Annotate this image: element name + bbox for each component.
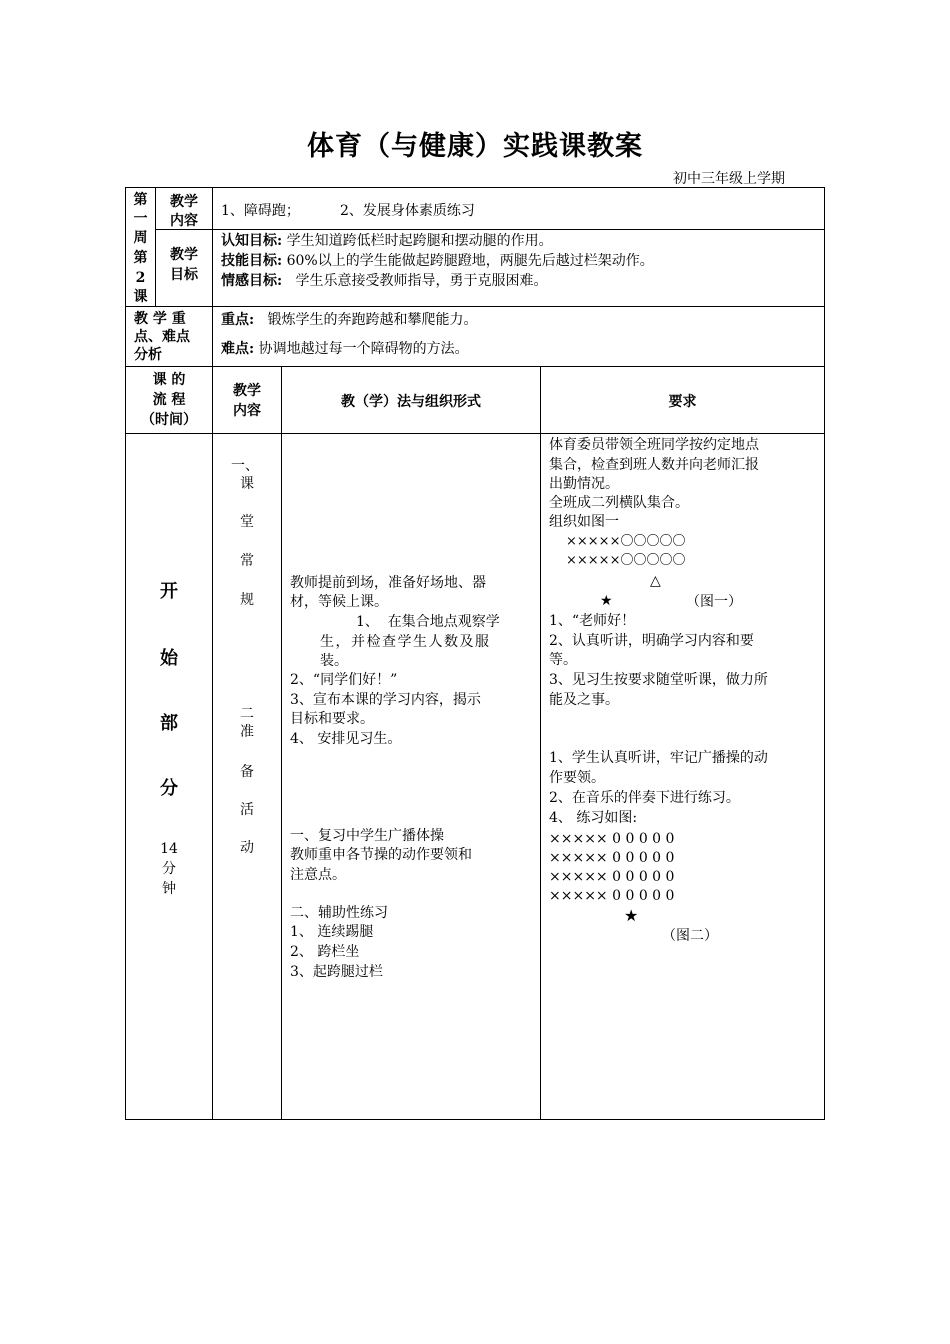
section-minutes-unit: 分 — [162, 861, 176, 877]
star-icon: ★ — [624, 906, 639, 925]
method-line: 1、 在集合地点观察学 — [356, 614, 500, 630]
teaching-content-label-1: 教学 — [170, 194, 198, 210]
part1-char: 课 — [240, 476, 254, 492]
difficult-point-label: 难点: — [221, 341, 255, 357]
practice-row: ××××× 0 0 0 0 0 — [549, 850, 675, 866]
flow-header-2: 流 程 — [152, 392, 186, 408]
method-line: 注意点。 — [290, 867, 346, 883]
method-line: 2、“同学们好！” — [290, 672, 398, 688]
week-char: 一 — [133, 211, 148, 227]
content-item-2: 2、发展身体素质练习 — [340, 203, 475, 219]
cognitive-goal — [221, 231, 553, 251]
section-char: 分 — [160, 778, 178, 799]
week-char: 课 — [133, 289, 148, 305]
part2-char: 动 — [240, 840, 254, 856]
section-char: 始 — [160, 648, 178, 669]
part1-char: 规 — [240, 592, 254, 608]
content-header-1: 教学 — [233, 383, 261, 399]
requirement-line: 作要领。 — [549, 770, 605, 786]
method-line: 教师重申各节操的动作要领和 — [290, 847, 472, 863]
requirement-line: 4、 练习如图: — [549, 810, 638, 826]
part1-char: 常 — [240, 553, 254, 569]
method-line: 目标和要求。 — [290, 711, 374, 727]
requirement-line: 出勤情况。 — [549, 476, 619, 492]
method-line: 3、宣布本课的学习内容，揭示 — [290, 692, 481, 708]
key-point — [221, 310, 478, 330]
part2-char: 备 — [240, 764, 254, 780]
teaching-goals-label-1: 教学 — [170, 247, 198, 263]
method-line: 一、复习中学生广播体操 — [290, 828, 444, 844]
content-item-1: 1、障碍跑； — [221, 203, 300, 219]
method-line: 材，等候上课。 — [290, 594, 388, 610]
requirement-line: 体育委员带领全班同学按约定地点 — [549, 437, 759, 453]
page-title: 体育（与健康）实践课教案 — [307, 131, 643, 162]
formation-row: ×××××〇〇〇〇〇 — [566, 534, 686, 549]
week-char: 周 — [133, 230, 148, 246]
figure-2-caption: （图二） — [662, 928, 718, 944]
requirement-header: 要求 — [668, 394, 697, 410]
method-line: 二、辅助性练习 — [290, 905, 388, 921]
key-points-label-2: 点、难点 — [134, 329, 190, 345]
part1-char: 堂 — [240, 514, 254, 530]
key-point-text: 锻炼学生的奔跑跨越和攀爬能力。 — [254, 312, 478, 328]
figure-1-caption: （图一） — [686, 594, 742, 610]
section-char: 开 — [160, 581, 178, 602]
practice-row: ××××× 0 0 0 0 0 — [549, 888, 675, 904]
week-char: 2 — [135, 270, 146, 286]
method-line: 1、 连续踢腿 — [290, 924, 374, 940]
key-points-label-1: 教 学 重 — [134, 311, 186, 327]
requirement-line: 2、在音乐的伴奏下进行练习。 — [549, 790, 740, 806]
requirement-line: 3、见习生按要求随堂听课，做力所 — [549, 672, 768, 688]
practice-row: ××××× 0 0 0 0 0 — [549, 869, 675, 885]
requirement-line: 1、学生认真听讲，牢记广播操的动 — [549, 750, 768, 766]
star-icon: ★ — [600, 593, 613, 609]
requirement-line: 2、认真听讲，明确学习内容和要 — [549, 633, 754, 649]
part2-char: 活 — [240, 802, 254, 818]
affective-goal-text: 学生乐意接受教师指导，勇于克服困难。 — [282, 273, 548, 289]
skill-goal-text: 60%以上的学生能做起跨腿蹬地，两腿先后越过栏架动作。 — [282, 253, 654, 269]
requirement-line: 等。 — [549, 652, 577, 668]
part1-prefix: 一、 — [231, 458, 259, 474]
week-char: 第 — [133, 192, 148, 208]
skill-goal — [221, 251, 654, 271]
cognitive-goal-text: 学生知道跨低栏时起跨腿和摆动腿的作用。 — [282, 233, 553, 249]
skill-goal-label: 技能目标: — [221, 253, 283, 269]
cognitive-goal-label: 认知目标: — [221, 233, 283, 249]
content-header-2: 内容 — [233, 403, 261, 419]
grade-term: 初中三年级上学期 — [673, 171, 785, 187]
section-minutes-unit: 钟 — [162, 881, 176, 897]
part2-char: 准 — [240, 724, 254, 740]
section-minutes: 14 — [160, 841, 178, 857]
affective-goal-label: 情感目标: — [221, 273, 283, 289]
practice-row: ××××× 0 0 0 0 0 — [549, 831, 675, 847]
flow-header-3: （时间） — [141, 412, 197, 428]
teaching-goals-label-2: 目标 — [170, 267, 198, 283]
flow-header-1: 课 的 — [152, 372, 186, 388]
requirement-line: 能及之事。 — [549, 692, 619, 708]
method-line: 4、 安排见习生。 — [290, 731, 402, 747]
requirement-line: 全班成二列横队集合。 — [549, 495, 689, 511]
method-line: 生，并检查学生人数及服 — [320, 634, 491, 650]
key-point-label: 重点: — [221, 312, 255, 328]
method-line: 装。 — [320, 653, 348, 669]
requirement-line: 集合，检查到班人数并向老师汇报 — [549, 457, 759, 473]
method-line: 2、 跨栏坐 — [290, 944, 360, 960]
difficult-point-text: 协调地越过每一个障碍物的方法。 — [254, 341, 469, 357]
teacher-triangle-icon: △ — [650, 573, 661, 589]
week-char: 第 — [133, 250, 148, 266]
requirement-line: 组织如图一 — [549, 514, 619, 530]
requirement-line: 1、“老师好！ — [549, 613, 636, 629]
teaching-content-label-2: 内容 — [170, 213, 198, 229]
difficult-point — [221, 339, 469, 359]
method-line: 教师提前到场，准备好场地、器 — [290, 575, 486, 591]
affective-goal — [221, 271, 548, 291]
method-line: 3、起跨腿过栏 — [290, 964, 383, 980]
key-points-label-3: 分析 — [134, 347, 162, 363]
formation-row: ×××××〇〇〇〇〇 — [566, 553, 686, 568]
section-char: 部 — [160, 713, 178, 734]
method-header: 教（学）法与组织形式 — [341, 394, 481, 410]
part2-prefix: 二 — [240, 706, 254, 722]
